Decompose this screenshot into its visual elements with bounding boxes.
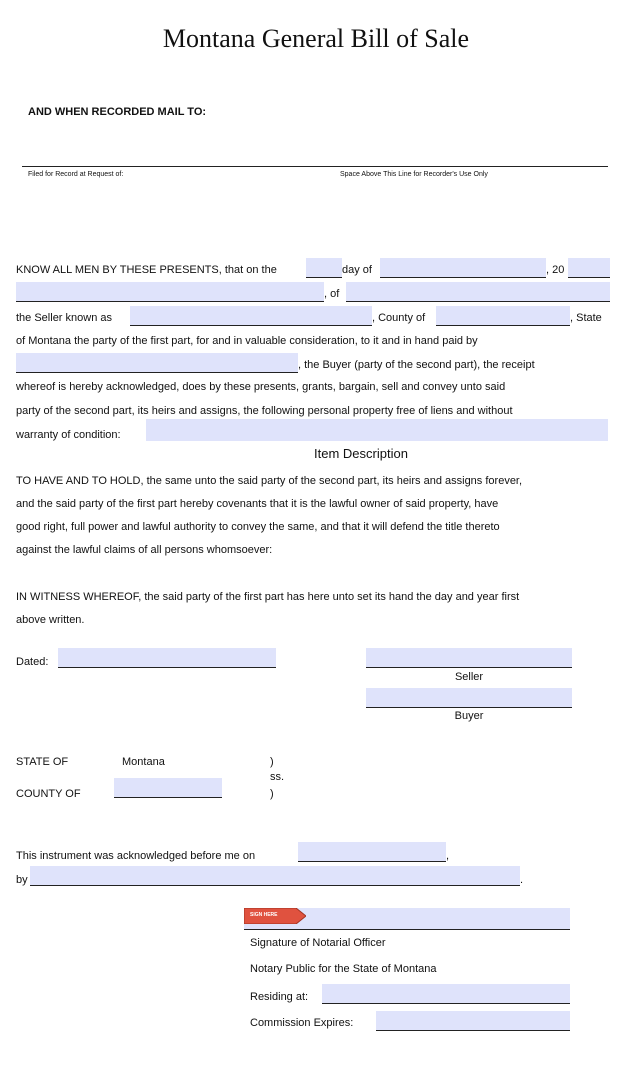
document-title: Montana General Bill of Sale xyxy=(162,24,470,53)
item-description-field[interactable] xyxy=(146,419,608,441)
comma-of-text: , of xyxy=(324,288,340,300)
by-period: . xyxy=(520,874,524,886)
witness-line-2: above written. xyxy=(16,614,85,626)
of-montana-text: of Montana the party of the first part, for and in valuable consideration, to it and in hand paid by xyxy=(16,335,478,347)
to-have-line-4: against the lawful claims of all persons whomsoever: xyxy=(16,544,273,556)
witness-line-1: IN WITNESS WHEREOF, the said party of the first part has here unto set its hand the day and year first xyxy=(16,591,520,603)
to-have-line-3: good right, full power and lawful authority to convey the same, and that it will defend the title thereto xyxy=(16,521,500,533)
signature-notarial-label: Signature of Notarial Officer xyxy=(250,937,386,949)
know-all-men-text: KNOW ALL MEN BY THESE PRESENTS, that on the xyxy=(16,264,277,276)
commission-expires-label: Commission Expires: xyxy=(250,1017,354,1029)
state-value: Montana xyxy=(122,756,165,768)
commission-expires-field[interactable] xyxy=(376,1011,570,1031)
acknowledged-text: This instrument was acknowledged before me on xyxy=(16,850,256,862)
seller-signature-field[interactable] xyxy=(366,648,572,668)
seller-name-field[interactable] xyxy=(16,282,324,302)
to-have-line-2: and the said party of the first part hereby covenants that it is the lawful owner of said property, have xyxy=(16,498,499,510)
recorded-mail-label: AND WHEN RECORDED MAIL TO: xyxy=(28,106,207,118)
county-field[interactable] xyxy=(436,306,570,326)
year-field[interactable] xyxy=(568,258,610,278)
comma-20-text: , 20 xyxy=(546,264,565,276)
item-description-label: Item Description xyxy=(314,446,408,461)
whereof-text: whereof is hereby acknowledged, does by these presents, grants, bargain, sell and convey unto said xyxy=(16,381,506,393)
party-second-part-text: party of the second part, its heirs and assigns, the following personal property free of liens and without xyxy=(16,405,513,417)
buyer-text: , the Buyer (party of the second part), the receipt xyxy=(298,359,535,371)
space-above-label: Space Above This Line for Recorder's Use Only xyxy=(340,171,488,178)
buyer-name-field[interactable] xyxy=(16,353,298,373)
by-label: by xyxy=(16,874,28,886)
seller-label: Seller xyxy=(454,671,484,683)
to-have-line-1: TO HAVE AND TO HOLD, the same unto the said party of the second part, its heirs and assigns forever, xyxy=(16,475,523,487)
dated-field[interactable] xyxy=(58,648,276,668)
county-of-label: COUNTY OF xyxy=(16,788,81,800)
recorder-divider xyxy=(22,166,608,167)
day-of-text: day of xyxy=(342,264,372,276)
warranty-text: warranty of condition: xyxy=(16,429,121,441)
residing-at-field[interactable] xyxy=(322,984,570,1004)
dated-label: Dated: xyxy=(16,656,49,668)
paren-close: ) xyxy=(270,788,274,800)
buyer-signature-field[interactable] xyxy=(366,688,572,708)
state-of-label: STATE OF xyxy=(16,756,69,768)
month-field[interactable] xyxy=(380,258,546,278)
county-of-field[interactable] xyxy=(114,778,222,798)
ack-comma: , xyxy=(446,850,450,862)
acknowledged-date-field[interactable] xyxy=(298,842,446,862)
residing-at-label: Residing at: xyxy=(250,991,309,1003)
buyer-label: Buyer xyxy=(454,710,484,722)
filed-for-record-label: Filed for Record at Request of: xyxy=(28,171,124,178)
notary-public-label: Notary Public for the State of Montana xyxy=(250,963,437,975)
ss-text: ss. xyxy=(270,771,285,783)
by-field[interactable] xyxy=(30,866,520,886)
paren-open: ) xyxy=(270,756,274,768)
county-of-text: , County of xyxy=(372,312,426,324)
state-text: , State xyxy=(570,312,602,324)
day-field[interactable] xyxy=(306,258,342,278)
seller-known-as-text: the Seller known as xyxy=(16,312,112,324)
seller-address-field[interactable] xyxy=(346,282,610,302)
seller-known-as-field[interactable] xyxy=(130,306,372,326)
sign-here-tag-text: SIGN HERE xyxy=(250,912,278,918)
